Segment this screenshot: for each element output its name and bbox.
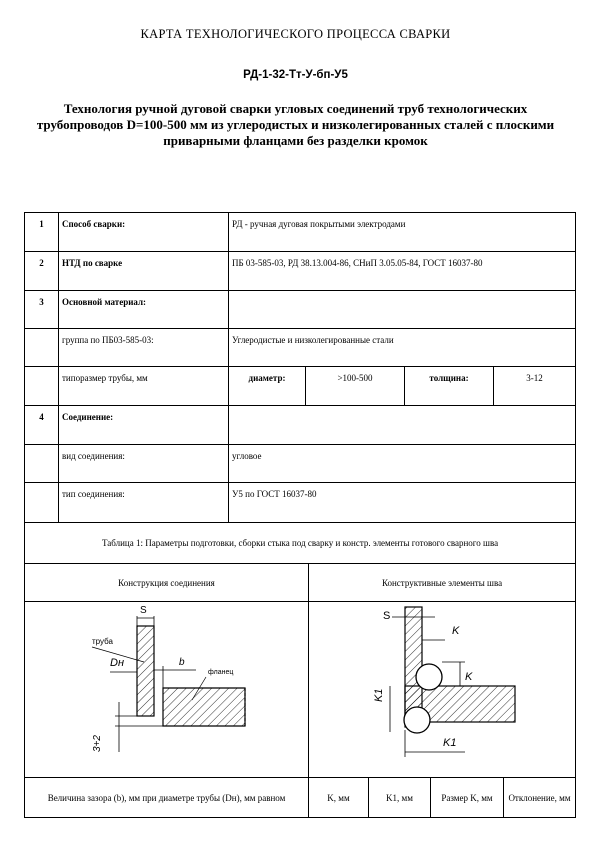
row-material-group <box>25 329 576 367</box>
joint-kind-value: угловое <box>229 445 576 483</box>
welding-method-label: Способ сварки: <box>59 213 229 252</box>
welding-method-value: РД - ручная дуговая покрытыми электродами <box>229 213 576 252</box>
joint-kind-label: вид соединения: <box>59 445 229 483</box>
joint-type-label: тип соединения: <box>59 483 229 523</box>
label-dn: Dн <box>109 657 124 669</box>
row-number: 2 <box>25 252 59 291</box>
row-number: 4 <box>25 406 59 445</box>
label-k1-side: K1 <box>372 688 385 702</box>
k-label: K, мм <box>309 778 369 818</box>
parameters-table <box>24 522 576 818</box>
joint-design-drawing-cell <box>25 602 309 778</box>
material-group-value: Углеродистые и низколегированные стали <box>229 329 576 367</box>
row-joint-type <box>25 483 576 523</box>
base-material-value <box>229 291 576 329</box>
joint-design-header: Конструкция соединения <box>25 564 309 602</box>
label-s: S <box>382 610 390 622</box>
document-code: РД-1-32-Тт-У-бп-У5 <box>243 69 348 81</box>
label-k1-bottom: K1 <box>442 737 456 749</box>
joint-design-drawing <box>26 602 308 775</box>
label-pipe: труба <box>91 637 113 646</box>
pipe-size-label: типоразмер трубы, мм <box>59 367 229 406</box>
row-number-empty <box>25 445 59 483</box>
label-s: S <box>139 605 147 616</box>
flange-body <box>163 688 245 726</box>
row-number-empty <box>25 483 59 523</box>
row-pipe-size <box>25 367 576 406</box>
k1-label: K1, мм <box>369 778 431 818</box>
weld-bead-top <box>416 664 442 690</box>
ntd-value: ПБ 03-585-03, РД 38.13.004-86, СНиП 3.05.05-84, ГОСТ 16037-80 <box>229 252 576 291</box>
thickness-value: 3-12 <box>494 367 576 406</box>
diameter-label: диаметр: <box>229 367 306 406</box>
label-flange: фланец <box>207 669 233 676</box>
joint-type-value: У5 по ГОСТ 16037-80 <box>229 483 576 523</box>
row-joint-kind <box>25 445 576 483</box>
joint-value <box>229 406 576 445</box>
process-table <box>24 212 576 523</box>
joint-label: Соединение: <box>59 406 229 445</box>
gap-size-label: Величина зазора (b), мм при диаметре трубы (Dн), мм равном <box>25 778 309 818</box>
weld-bead-bottom <box>404 707 430 733</box>
row-number: 3 <box>25 291 59 329</box>
table1-caption: Таблица 1: Параметры подготовки, сборки стыка под сварку и констр. элементы готового сварного шва <box>25 523 576 564</box>
weld-elements-header: Конструктивные элементы шва <box>309 564 576 602</box>
material-group-label: группа по ПБ03-585-03: <box>59 329 229 367</box>
label-k-top: K <box>451 625 459 637</box>
row-number: 1 <box>25 213 59 252</box>
weld-elements-drawing <box>310 602 575 775</box>
label-b: b <box>178 657 185 668</box>
row-number-empty <box>25 329 59 367</box>
label-k-side: K <box>464 671 472 683</box>
ntd-label: НТД по сварке <box>59 252 229 291</box>
weld-elements-drawing-cell <box>309 602 576 778</box>
size-k-label: Размер K, мм <box>431 778 504 818</box>
base-material-label: Основной материал: <box>59 291 229 329</box>
row-ntd <box>25 252 576 291</box>
label-gap: 3+2 <box>91 735 103 752</box>
row-number-empty <box>25 367 59 406</box>
deviation-label: Отклонение, мм <box>504 778 576 818</box>
row-joint <box>25 406 576 445</box>
diameter-value: >100-500 <box>306 367 405 406</box>
thickness-label: толщина: <box>405 367 494 406</box>
document-title: КАРТА ТЕХНОЛОГИЧЕСКОГО ПРОЦЕССА СВАРКИ <box>140 27 451 41</box>
document-subtitle: Технология ручной дуговой сварки угловых соединений труб технологических трубопроводов D=100-500 мм из углеродистых и низколегированных сталей с плоскими приварными фланцами без разделки кромок <box>36 101 555 148</box>
row-base-material <box>25 291 576 329</box>
row-welding-method <box>25 213 576 252</box>
pipe-wall <box>137 626 154 716</box>
